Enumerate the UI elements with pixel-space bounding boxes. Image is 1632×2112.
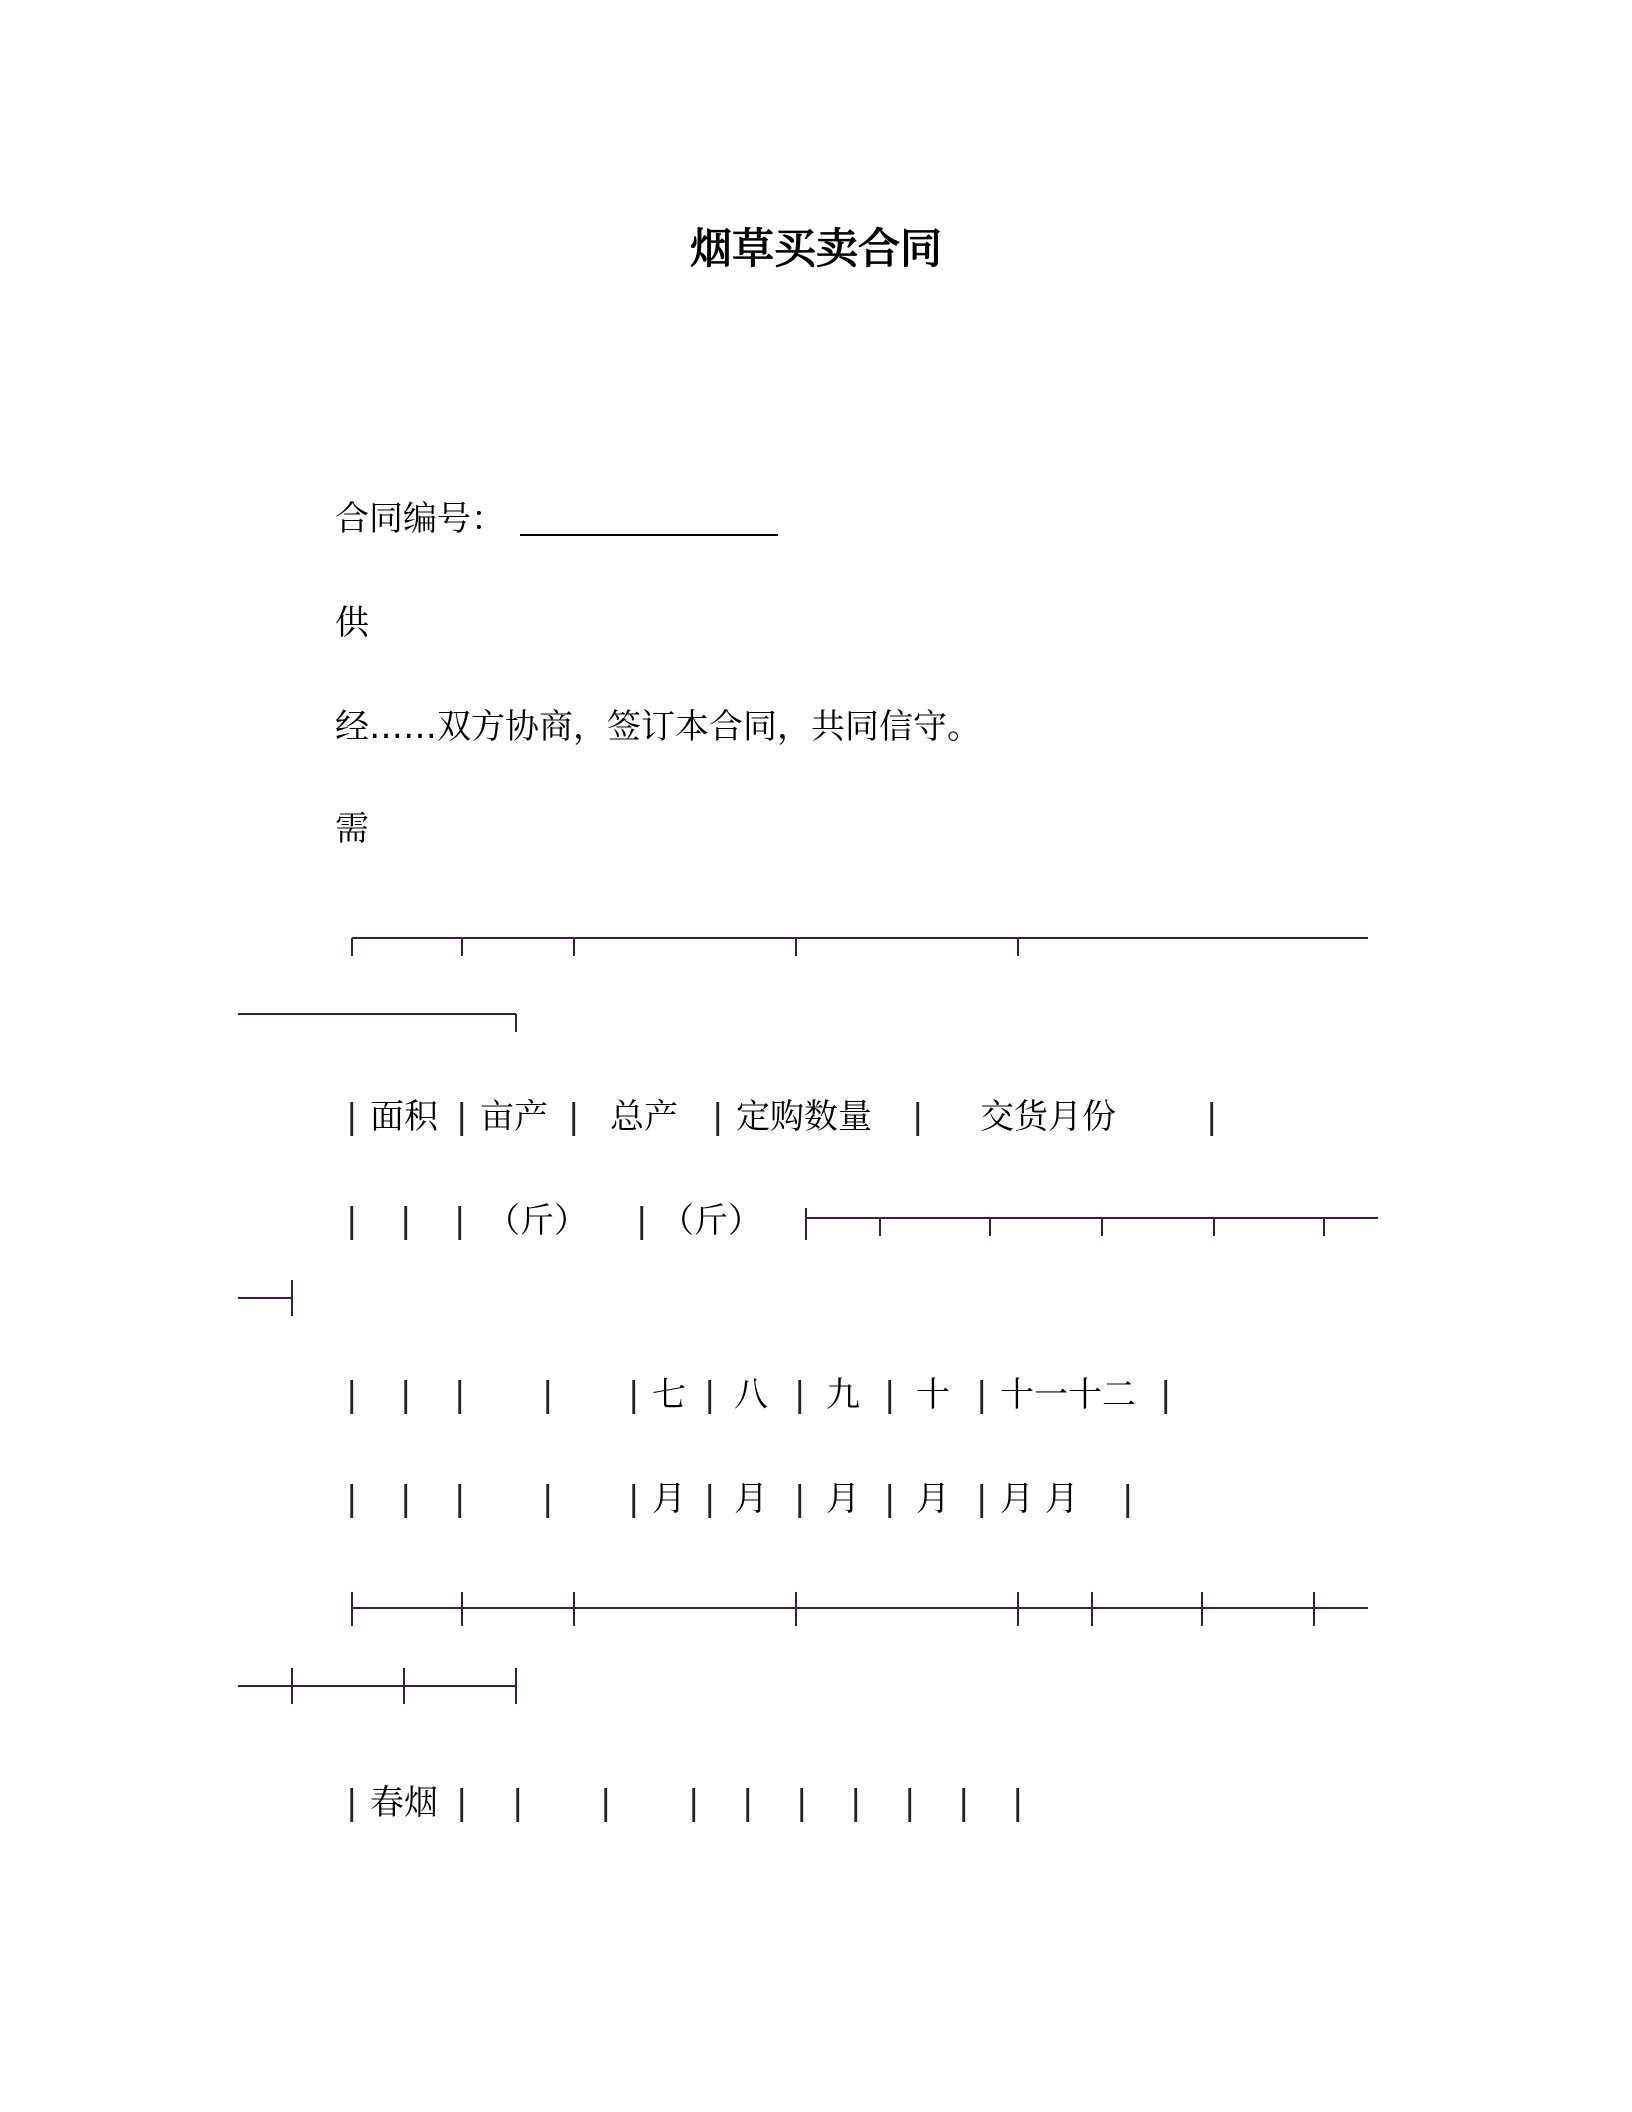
month-7: 七 <box>652 1375 686 1415</box>
table-separator: | <box>742 1783 754 1823</box>
page-title: 烟草买卖合同 <box>689 224 942 273</box>
table-separator: | <box>628 1479 640 1519</box>
header-area: 面积 <box>370 1097 438 1137</box>
table-separator: | <box>636 1201 648 1241</box>
demander-label: 需 <box>335 809 369 849</box>
table-separator: | <box>976 1479 988 1519</box>
table-separator: | <box>1012 1783 1024 1823</box>
table-separator: | <box>542 1479 554 1519</box>
table-separator: | <box>346 1479 358 1519</box>
table-separator: | <box>796 1783 808 1823</box>
row-label-spring-tobacco: 春烟 <box>370 1783 438 1823</box>
table-separator: | <box>912 1097 924 1137</box>
table-separator: | <box>794 1375 806 1415</box>
table-separator: | <box>628 1375 640 1415</box>
table-separator: | <box>542 1375 554 1415</box>
table-separator: | <box>1160 1375 1172 1415</box>
table-separator: | <box>346 1097 358 1137</box>
table-separator: | <box>400 1201 412 1241</box>
table-separator: | <box>568 1097 580 1137</box>
month-unit: 月 月 <box>1000 1479 1079 1519</box>
table-separator: | <box>704 1479 716 1519</box>
unit-order-jin: （斤） <box>660 1201 762 1241</box>
table-separator: | <box>400 1479 412 1519</box>
table-separator: | <box>688 1783 700 1823</box>
table-separator: | <box>850 1783 862 1823</box>
table-separator: | <box>1122 1479 1134 1519</box>
table-separator: | <box>1206 1097 1218 1137</box>
month-9: 九 <box>826 1375 860 1415</box>
header-order-quantity: 定购数量 <box>736 1097 872 1137</box>
month-unit: 月 <box>652 1479 686 1519</box>
table-separator: | <box>346 1783 358 1823</box>
header-total: 总产 <box>610 1097 678 1137</box>
month-10: 十 <box>916 1375 950 1415</box>
table-separator: | <box>456 1097 468 1137</box>
table-separator: | <box>456 1783 468 1823</box>
table-separator: | <box>884 1375 896 1415</box>
unit-total-jin: （斤） <box>486 1201 588 1241</box>
table-separator: | <box>400 1375 412 1415</box>
table-separator: | <box>976 1375 988 1415</box>
table-separator: | <box>794 1479 806 1519</box>
contract-number-label: 合同编号： <box>335 499 505 539</box>
table-separator: | <box>512 1783 524 1823</box>
month-unit: 月 <box>916 1479 950 1519</box>
table-separator: | <box>454 1201 466 1241</box>
table-separator: | <box>454 1375 466 1415</box>
supplier-label: 供 <box>335 603 369 643</box>
table-separator: | <box>346 1201 358 1241</box>
table-separator: | <box>704 1375 716 1415</box>
table-separator: | <box>600 1783 612 1823</box>
header-yield: 亩产 <box>480 1097 548 1137</box>
month-8: 八 <box>734 1375 768 1415</box>
table-separator: | <box>958 1783 970 1823</box>
month-unit: 月 <box>734 1479 768 1519</box>
table-separator: | <box>904 1783 916 1823</box>
table-separator: | <box>346 1375 358 1415</box>
table-separator: | <box>712 1097 724 1137</box>
table-separator: | <box>884 1479 896 1519</box>
month-unit: 月 <box>826 1479 860 1519</box>
month-11-12: 十一十二 <box>1000 1375 1136 1415</box>
table-separator: | <box>454 1479 466 1519</box>
intro-paragraph: 经……双方协商，签订本合同，共同信守。 <box>335 707 981 747</box>
header-delivery-month: 交货月份 <box>980 1097 1116 1137</box>
